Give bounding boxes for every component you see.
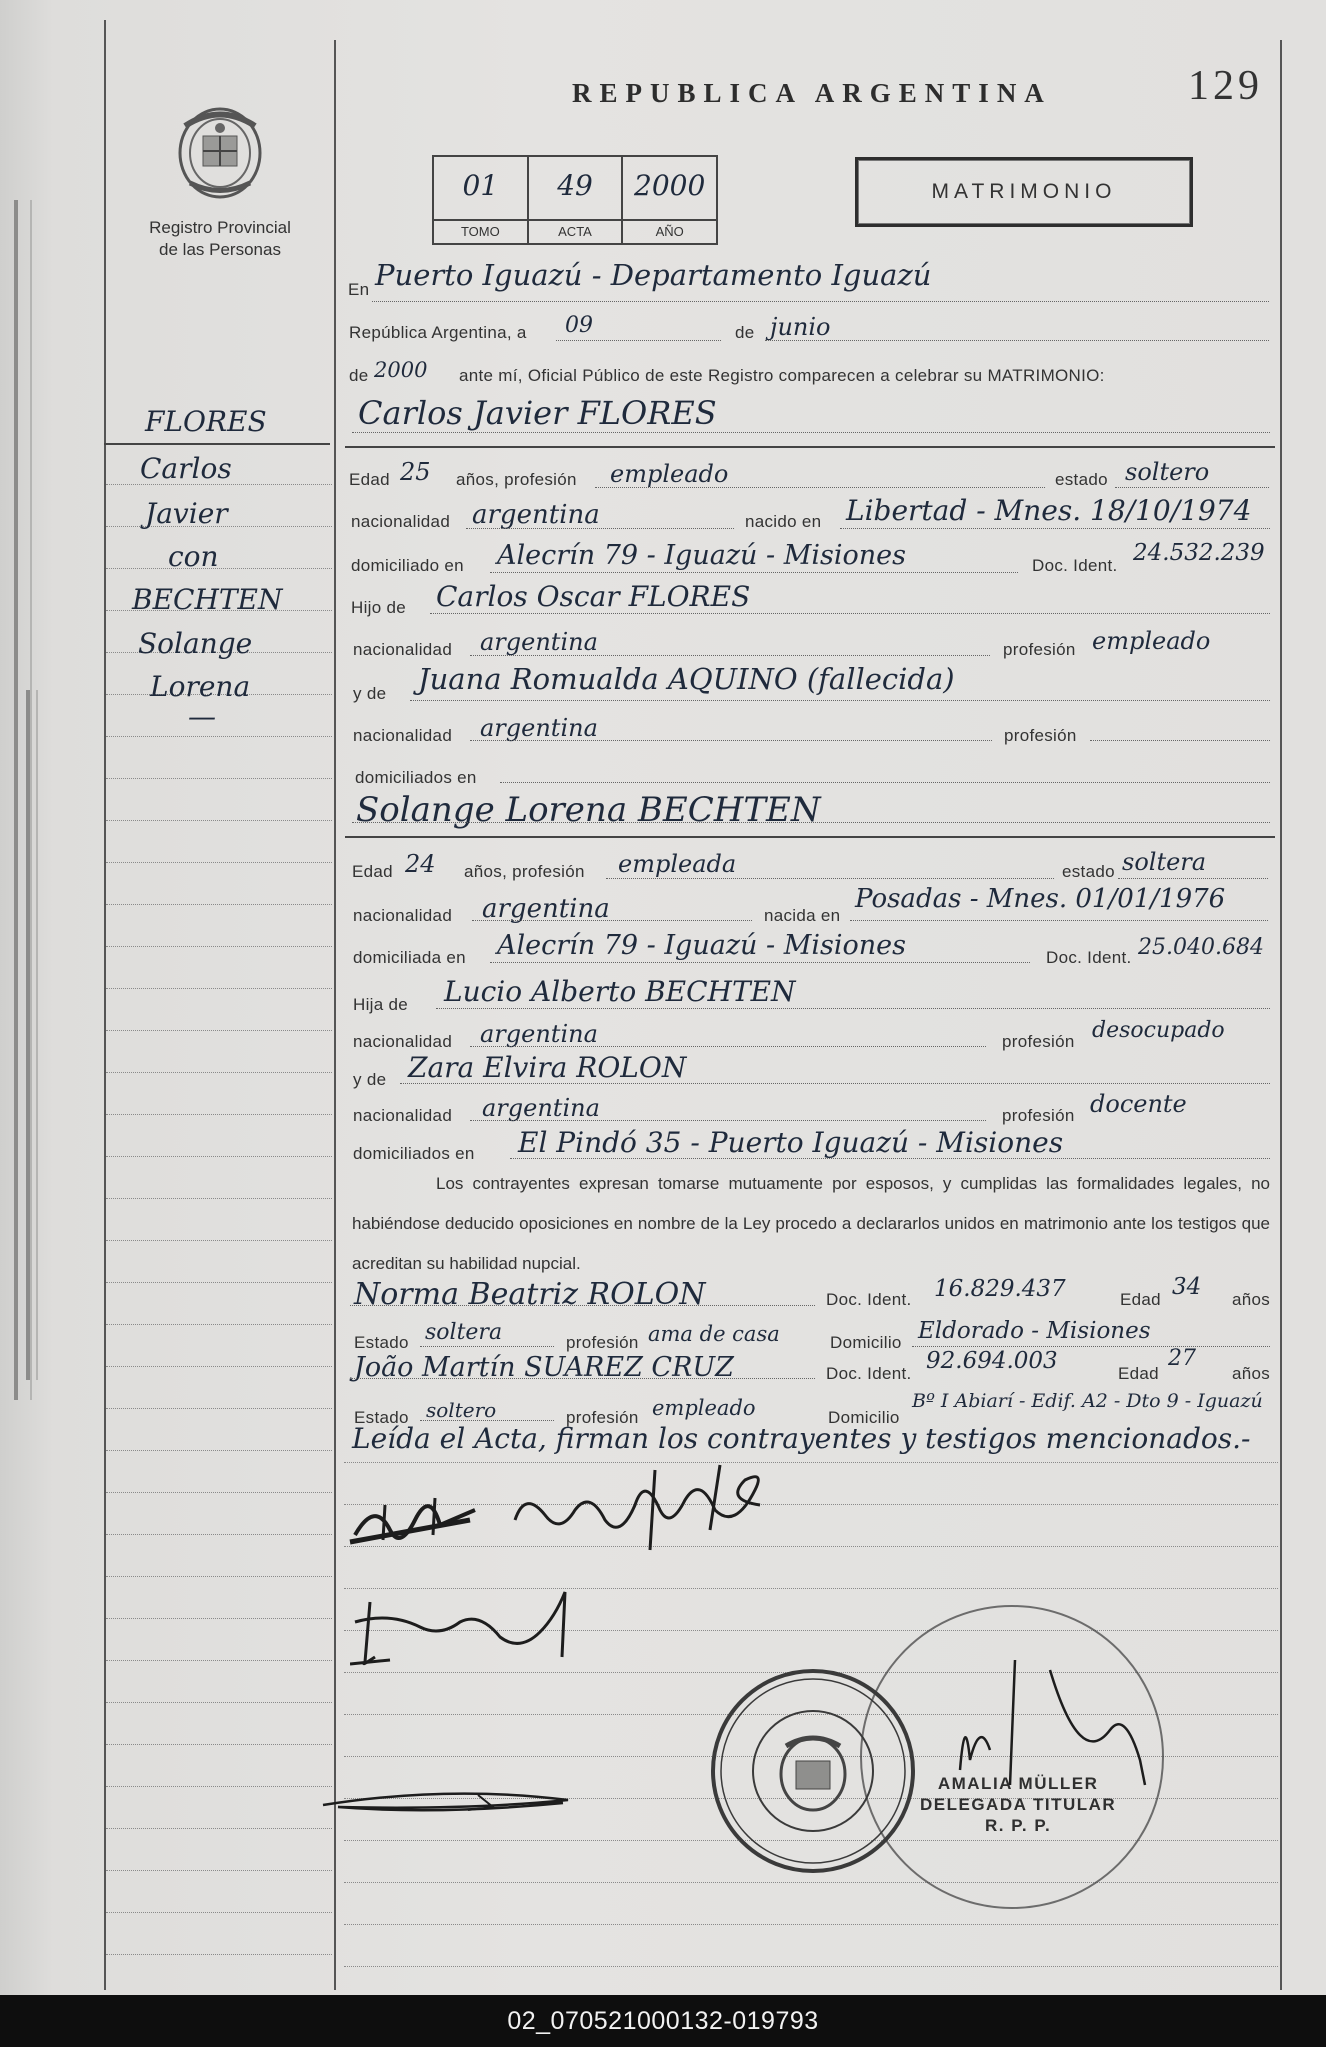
place-value: Puerto Iguazú - Departamento Iguazú [375,258,932,292]
margin-rule [106,1450,332,1451]
margin-rule [106,1576,332,1577]
bride-father-prof-label: profesión [1002,1032,1075,1051]
bride-father-profession: desocupado [1092,1018,1225,1043]
groom-y-de-label: y de [353,684,387,703]
ano-value: 2000 [634,169,706,202]
bride-father-nat-label: nacionalidad [353,1032,453,1051]
bride-status-fill [1118,878,1268,879]
groom-nacionalidad-label: nacionalidad [351,512,451,531]
groom-section-rule [345,446,1275,448]
witness-1-status: soltera [425,1320,503,1345]
body-rule [344,1924,1278,1925]
margin-rule [106,736,332,737]
en-label: En [348,280,370,299]
signature-groom [345,1480,485,1560]
witness-2-name: João Martín SUAREZ CRUZ [354,1352,734,1383]
margin-note-bride-given-1: Solange [138,627,253,660]
witness-1-doc-label: Doc. Ident. [826,1290,912,1309]
groom-edad-label: Edad [349,470,390,489]
witness-1-edad-label: Edad [1120,1290,1161,1309]
witness-2-profession: empleado [652,1396,756,1420]
witness-2-name-fill [350,1378,815,1379]
witness-1-name-fill [350,1305,815,1306]
margin-rule [106,946,332,947]
witness-1-estado-label: Estado [354,1333,409,1352]
groom-name-fill [352,432,1270,433]
bride-name-fill [352,822,1270,823]
bride-address: Alecrín 79 - Iguazú - Misiones [497,930,906,961]
groom-estado-label: estado [1055,470,1108,489]
bride-domiciliados-label: domiciliados en [353,1144,475,1163]
signature-bride [505,1460,785,1555]
declaration-body: Los contrayentes expresan tomarse mutuamente por esposos, y cumplidas las formalidades legales, no habiéndose deducido oposiciones en nombre de la Ley procedo a declararlos unidos en matrimonio ante los testigos que acreditan su habilidad nupcial. [352,1174,1270,1273]
groom-father-nat-label: nacionalidad [353,640,453,659]
groom-father-prof-label: profesión [1003,640,1076,659]
officer-office: R. P. P. [985,1816,1052,1835]
groom-mother-nat-label: nacionalidad [353,726,453,745]
bride-hija-label: Hija de [353,995,409,1014]
margin-note-dash: — [188,700,216,733]
groom-profession-fill [595,487,1045,488]
bride-nacida-label: nacida en [764,906,841,925]
margin-rule [106,1156,332,1157]
margin-note-surname: FLORES [145,405,267,438]
bride-edad-label: Edad [352,862,393,881]
record-type-box [855,157,1193,227]
bride-father-fill [436,1008,1270,1009]
margin-rule [106,1744,332,1745]
groom-address: Alecrín 79 - Iguazú - Misiones [497,540,906,571]
groom-profession: empleado [610,460,729,488]
margin-note-bride-surname: BECHTEN [132,583,283,616]
binding-strip-lower [26,690,38,1380]
margin-rule [106,862,332,863]
acta-cell [529,157,624,243]
bride-mother: Zara Elvira ROLON [408,1051,687,1084]
margin-rule [106,778,332,779]
margin-rule [106,1114,332,1115]
record-type-label: MATRIMONIO [931,180,1117,203]
day-fill [556,340,721,341]
groom-doc-label: Doc. Ident. [1032,556,1118,575]
groom-parents-address-fill [500,782,1270,783]
groom-doc: 24.532.239 [1133,540,1265,566]
acta-value: 49 [557,169,593,202]
groom-mother: Juana Romualda AQUINO (fallecida) [418,662,955,696]
margin-note-given-1: Carlos [140,452,232,485]
witness-1-domicile: Eldorado - Misiones [918,1318,1151,1344]
groom-anos-label: años, profesión [456,470,577,489]
groom-father-nat-fill [470,655,990,656]
witness-1-doc: 16.829.437 [934,1276,1066,1302]
margin-rule [106,1534,332,1535]
officer-name: AMALIA MÜLLER [937,1774,1099,1793]
margin-note-con: con [168,540,219,573]
registry-title-line-2: de las Personas [159,240,281,259]
groom-father-profession: empleado [1092,627,1211,655]
bride-mother-nat-label: nacionalidad [353,1106,453,1125]
body-rule [344,1966,1278,1967]
bride-father-nationality: argentina [480,1020,598,1048]
month-fill [765,340,1269,341]
bride-mother-fill [400,1083,1270,1084]
bride-y-de-label: y de [353,1070,387,1089]
ano-label: AÑO [623,219,716,243]
place-fill [372,301,1269,302]
bride-address-fill [490,962,1030,963]
country-heading: REPUBLICA ARGENTINA [572,78,1052,108]
margin-rule [106,568,332,569]
document-id: 02_070521000132-019793 [507,2006,819,2035]
bride-age: 24 [405,850,436,878]
republica-label: República Argentina, a [349,323,527,342]
groom-father-fill [430,613,1270,614]
signature-official [940,1650,1160,1790]
groom-mother-prof-fill [1090,740,1270,741]
margin-rule [106,1240,332,1241]
margin-rule [106,1324,332,1325]
tomo-label: TOMO [434,219,527,243]
officer-title: DELEGADA TITULAR [920,1795,1117,1814]
bride-mother-nat-fill [470,1120,986,1121]
margin-right-rule [334,40,336,1990]
groom-nationality: argentina [472,500,600,530]
margin-rule [106,1954,332,1955]
margin-rule [106,1828,332,1829]
acta-reference-box [432,155,718,245]
folio-number: 129 [1188,63,1263,109]
year-value: 2000 [374,358,428,382]
groom-status-fill [1115,487,1269,488]
bride-name: Solange Lorena BECHTEN [356,790,821,830]
margin-rule [106,988,332,989]
groom-father-nationality: argentina [480,628,598,656]
ante-text: ante mí, Oficial Público de este Registro comparecen a celebrar su MATRIMONIO: [459,366,1105,385]
provincial-emblem-icon [165,98,275,204]
bride-mother-prof-label: profesión [1002,1106,1075,1125]
bride-civil-status: soltera [1122,848,1207,876]
witness-1-domicilio-label: Domicilio [830,1333,902,1352]
witness-2-anos-label: años [1232,1364,1271,1383]
groom-address-fill [490,572,1018,573]
groom-hijo-label: Hijo de [351,598,407,617]
registry-title [120,217,320,261]
witness-2-age: 27 [1168,1346,1196,1371]
bride-doc-label: Doc. Ident. [1046,948,1132,967]
signature-witness-2 [318,1775,578,1825]
bride-profession: empleada [618,850,737,878]
margin-note-underline [104,443,330,445]
groom-mother-prof-label: profesión [1004,726,1077,745]
bride-parents-address: El Pindó 35 - Puerto Iguazú - Misiones [518,1126,1064,1159]
margin-rule [106,1618,332,1619]
margin-rule [106,1912,332,1913]
tomo-value: 01 [462,169,499,202]
margin-rule [106,1408,332,1409]
groom-name: Carlos Javier FLORES [358,394,717,432]
bride-mother-nationality: argentina [482,1094,600,1122]
witness-1-name: Norma Beatriz ROLON [354,1277,706,1312]
groom-father: Carlos Oscar FLORES [436,580,751,613]
groom-domiciliado-label: domiciliado en [351,556,464,575]
month-value: junio [770,313,831,341]
witness-1-profesion-label: profesión [566,1333,639,1352]
margin-rule [106,1072,332,1073]
margin-rule [106,1198,332,1199]
margin-rule [106,820,332,821]
signature-witness-1 [350,1582,590,1672]
margin-rule [106,1702,332,1703]
groom-birth: Libertad - Mnes. 18/10/1974 [846,494,1252,527]
margin-left-rule [104,20,106,1990]
witness-2-profesion-label: profesión [566,1408,639,1427]
body-rule [344,1882,1278,1883]
margin-rule [106,904,332,905]
groom-nationality-fill [466,528,734,529]
closing-text: Leída el Acta, firman los contrayentes y testigos mencionados.- [352,1422,1251,1455]
bride-doc: 25.040.684 [1138,935,1264,960]
margin-rule [106,1660,332,1661]
registry-title-line-1: Registro Provincial [149,218,291,237]
witness-1-status-fill [420,1346,554,1347]
witness-2-status-fill [420,1420,554,1421]
witness-2-edad-label: Edad [1118,1364,1159,1383]
groom-age: 25 [400,458,431,486]
groom-birth-fill [840,528,1270,529]
bride-domiciliada-label: domiciliada en [353,948,466,967]
bride-father: Lucio Alberto BECHTEN [444,975,796,1008]
year-prefix-label: de [349,366,369,385]
bride-mother-profession: docente [1090,1090,1187,1118]
margin-rule [106,1492,332,1493]
witness-1-profession: ama de casa [648,1322,780,1346]
groom-civil-status: soltero [1125,458,1210,486]
bride-nacionalidad-label: nacionalidad [353,906,453,925]
margin-rule [106,1030,332,1031]
bride-estado-label: estado [1062,862,1115,881]
groom-mother-nationality: argentina [480,714,598,742]
groom-domiciliados-label: domiciliados en [355,768,477,787]
footer-bar [0,1995,1326,2047]
bride-nationality: argentina [482,894,610,924]
bride-birth: Posadas - Mnes. 01/01/1976 [855,884,1226,914]
margin-rule [106,1282,332,1283]
margin-note-bride-given-2: Lorena [150,670,251,703]
de-label: de [735,323,755,342]
margin-note-given-2: Javier [145,497,228,530]
margin-rule [106,1786,332,1787]
groom-mother-fill [410,700,1270,701]
margin-rule [106,1870,332,1871]
witness-2-doc-label: Doc. Ident. [826,1364,912,1383]
witness-2-doc: 92.694.003 [926,1348,1058,1374]
tomo-cell [434,157,529,243]
bride-birth-fill [850,920,1268,921]
witness-2-estado-label: Estado [354,1408,409,1427]
declaration-text [352,1164,1270,1284]
groom-mother-nat-fill [470,740,992,741]
bride-section-rule [345,836,1275,838]
day-value: 09 [565,313,593,338]
ano-cell [623,157,716,243]
official-seal-icon [708,1666,918,1876]
right-edge-rule [1280,40,1282,1990]
witness-1-age: 34 [1172,1274,1202,1300]
bride-profession-fill [606,878,1054,879]
witness-1-domicile-fill [912,1346,1270,1347]
witness-2-status: soltero [426,1398,497,1422]
witness-1-anos-label: años [1232,1290,1271,1309]
body-rule [344,1462,1278,1463]
groom-nacido-label: nacido en [745,512,822,531]
acta-label: ACTA [529,219,622,243]
witness-2-domicile: Bº I Abiarí - Edif. A2 - Dto 9 - Iguazú [912,1390,1263,1412]
bride-anos-label: años, profesión [464,862,585,881]
bride-nationality-fill [472,920,752,921]
witness-2-domicilio-label: Domicilio [828,1408,900,1427]
bride-parents-address-fill [510,1158,1270,1159]
bride-father-nat-fill [470,1046,986,1047]
margin-rule [106,1366,332,1367]
